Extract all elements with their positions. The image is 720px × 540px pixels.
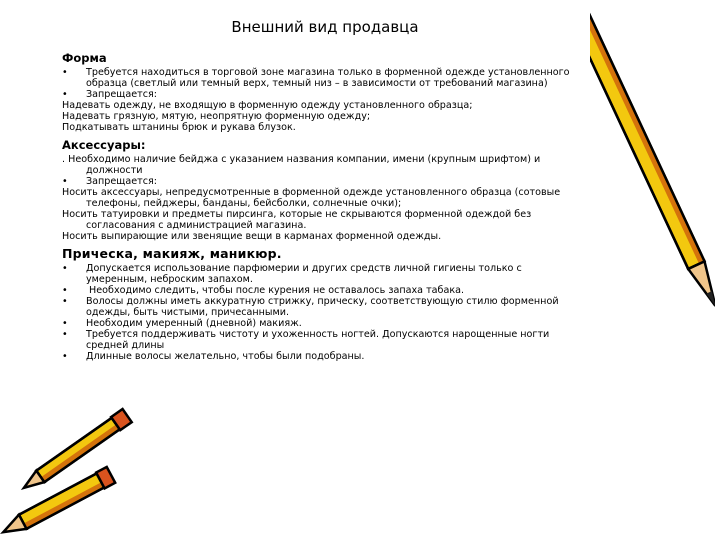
section-heading-hair: Прическа, макияж, маникюр. (62, 246, 282, 261)
list-item (62, 263, 652, 285)
paragraph: Носить аксессуары, непредусмотренные в форменной одежде установленного образца (сотовые (62, 187, 561, 198)
list-item (62, 329, 652, 351)
document-body (62, 50, 652, 362)
list-item-text: Длинные волосы желательно, чтобы были подобраны. (86, 351, 365, 362)
bullet-icon: • (62, 296, 68, 307)
section-heading-accessories: Аксессуары: (62, 138, 146, 152)
list-item-text: Требуется поддерживать чистоту и ухоженность ногтей. Допускаются нарощенные ногти (86, 329, 550, 340)
paragraph: . Необходимо наличие бейджа с указанием названия компании, имени (крупным шрифтом) и (62, 154, 541, 165)
section-heading-forma: Форма (62, 51, 107, 65)
list-item (62, 351, 652, 362)
paragraph-continuation: должности (86, 165, 143, 176)
pencil-icon (590, 0, 715, 345)
bullet-icon: • (62, 285, 68, 296)
bullet-icon: • (62, 263, 68, 274)
bullet-icon: • (62, 329, 68, 340)
list-item-text: Необходимо следить, чтобы после курения не оставалось запаха табака. (86, 285, 465, 296)
paragraph-continuation: согласования с администрацией магазина. (86, 220, 307, 231)
paragraph: Подкатывать штанины брюк и рукава блузок. (62, 122, 296, 133)
list-item-text: Волосы должны иметь аккуратную стрижку, прическу, соответствующую стилю форменной (86, 296, 559, 307)
list-item-text: Допускается использование парфюмерии и других средств личной гигиены только с (86, 263, 522, 274)
list-item-text: образца (светлый или темный верх, темный низ – в зависимости от требований магазина) (86, 78, 548, 89)
list-item-text: умеренным, неброским запахом. (86, 274, 253, 285)
paragraph: Надевать грязную, мятую, неопрятную форменную одежду; (62, 111, 371, 122)
paragraph: Носить татуировки и предметы пирсинга, которые не скрываются форменной одеждой без (62, 209, 532, 220)
bullet-icon: • (62, 351, 68, 362)
list-item-text: Необходим умеренный (дневной) макияж. (86, 318, 302, 329)
list-item-text: одежды, быть чистыми, причесанными. (86, 307, 290, 318)
list-item (62, 318, 652, 329)
list-item (62, 67, 652, 89)
paragraph: Носить выпирающие или звенящие вещи в карманах форменной одежды. (62, 231, 442, 242)
list-item (62, 285, 652, 296)
pencils-icon (0, 395, 150, 540)
list-item-text: Требуется находиться в торговой зоне магазина только в форменной одежде установленного (86, 67, 570, 78)
list-item (62, 296, 652, 318)
list-item (62, 89, 652, 100)
paragraph-continuation: телефоны, пейджеры, банданы, бейсболки, солнечные очки); (86, 198, 402, 209)
bullet-icon: • (62, 318, 68, 329)
bullet-icon: • (62, 176, 68, 187)
bullet-icon: • (62, 67, 68, 78)
list-item (62, 176, 652, 187)
paragraph: Надевать одежду, не входящую в форменную одежду установленного образца; (62, 100, 473, 111)
list-item-text: Запрещается: (86, 89, 157, 100)
list-item-text: Запрещается: (86, 176, 157, 187)
page-title: Внешний вид продавца (231, 18, 419, 36)
bullet-icon: • (62, 89, 68, 100)
list-item-text: средней длины (86, 340, 165, 351)
